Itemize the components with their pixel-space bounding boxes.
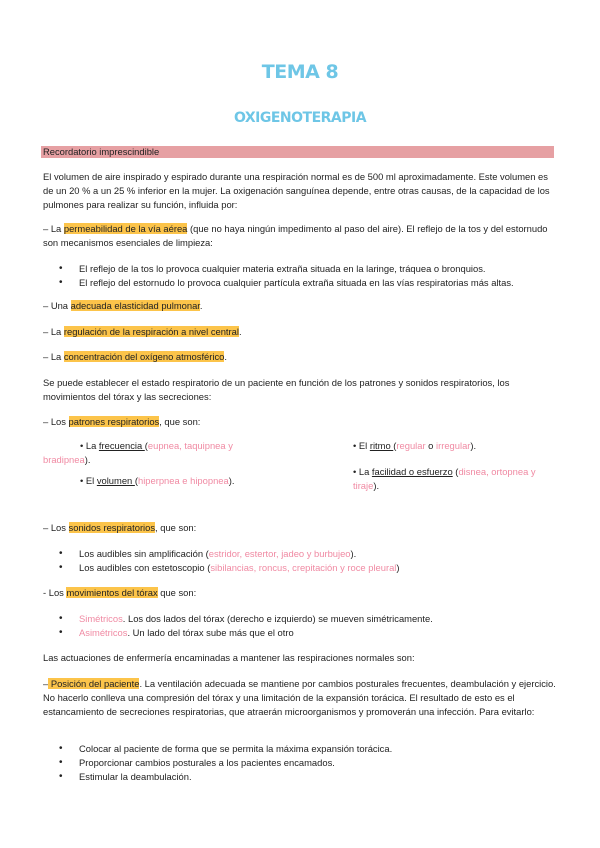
list-item: • Simétricos. Los dos lados del tórax (derecho e izquierdo) se mueven simétricamente. <box>43 612 559 626</box>
list-item: • El reflejo de la tos lo provoca cualquier materia extraña situada en la laringe, tráquea o bronquios. <box>43 262 559 276</box>
pattern-frequency: • La frecuencia (eupnea, taquipnea y bradipnea). <box>43 440 233 465</box>
list-item: • Los audibles sin amplificación (estridor, estertor, jadeo y burbujeo). <box>43 547 559 561</box>
movements-list <box>43 612 559 640</box>
sounds-list <box>43 547 559 575</box>
pattern-rhythm: • El ritmo (regular o irregular). <box>353 440 477 451</box>
list-item: • Colocar al paciente de forma que se permita la máxima expansión torácica. <box>43 742 559 756</box>
list-item: • Proporcionar cambios posturales a los pacientes encamados. <box>43 756 559 770</box>
pattern-volume: • El volumen (hiperpnea e hipopnea). <box>80 475 235 486</box>
intro-paragraph: El volumen de aire inspirado y espirado durante una respiración normal es de 500 ml aproximadamente. Este volumen es de un 20 % a un 25 % inferior en la mujer. La oxigenación sanguínea depende, entre otras causas, de la capacidad de los pulmones para realizar su función, influida por: <box>43 171 550 210</box>
section-banner: Recordatorio imprescindible <box>41 146 554 158</box>
list-item: • Asimétricos. Un lado del tórax sube más que el otro <box>43 626 559 640</box>
factor-airway: – La permeabilidad de la vía aérea (que no haya ningún impedimento al paso del aire). El reflejo de la tos y del estornudo son mecanismos esenciales de limpieza: <box>43 223 548 248</box>
state-paragraph: Se puede establecer el estado respiratorio de un paciente en función de los patrones y sonidos respiratorios, los movimientos del tórax y las secreciones: <box>43 377 510 402</box>
pattern-effort: • La facilidad o esfuerzo (disnea, ortopnea y tiraje). <box>353 466 536 491</box>
position-list <box>43 742 559 784</box>
factor-oxygen: – La concentración del oxígeno atmosférico. <box>43 351 227 362</box>
list-item: • Los audibles con estetoscopio (sibilancias, roncus, crepitación y roce pleural) <box>43 561 559 575</box>
list-item: • El reflejo del estornudo lo provoca cualquier partícula extraña situada en las vías respiratorias más altas. <box>43 276 559 290</box>
movements-heading: - Los movimientos del tórax que son: <box>43 587 197 598</box>
factor-regulation: – La regulación de la respiración a nivel central. <box>43 326 242 337</box>
list-item: • Estimular la deambulación. <box>43 770 559 784</box>
actions-paragraph: Las actuaciones de enfermería encaminadas a mantener las respiraciones normales son: <box>43 652 415 663</box>
document-subtitle: OXIGENOTERAPIA <box>233 110 367 126</box>
sounds-heading: – Los sonidos respiratorios, que son: <box>43 522 197 533</box>
position-paragraph: – Posición del paciente. La ventilación adecuada se mantiene por cambios posturales frecuentes, deambulación y ejercicio. No hacerlo conlleva una compresión del tórax y una limitación de la expansión torácica. El resultado de esto es el estancamiento de secreciones respiratorias, que atraerán microorganismos y promoverán una infección. Para evitarlo: <box>43 678 556 717</box>
highlight-airway: permeabilidad de la vía aérea <box>63 223 188 234</box>
factor-elasticity: – Una adecuada elasticidad pulmonar. <box>43 300 203 311</box>
patterns-heading: – Los patrones respiratorios, que son: <box>43 416 201 427</box>
reflex-list <box>43 262 559 290</box>
document-title: TEMA 8 <box>261 61 339 83</box>
